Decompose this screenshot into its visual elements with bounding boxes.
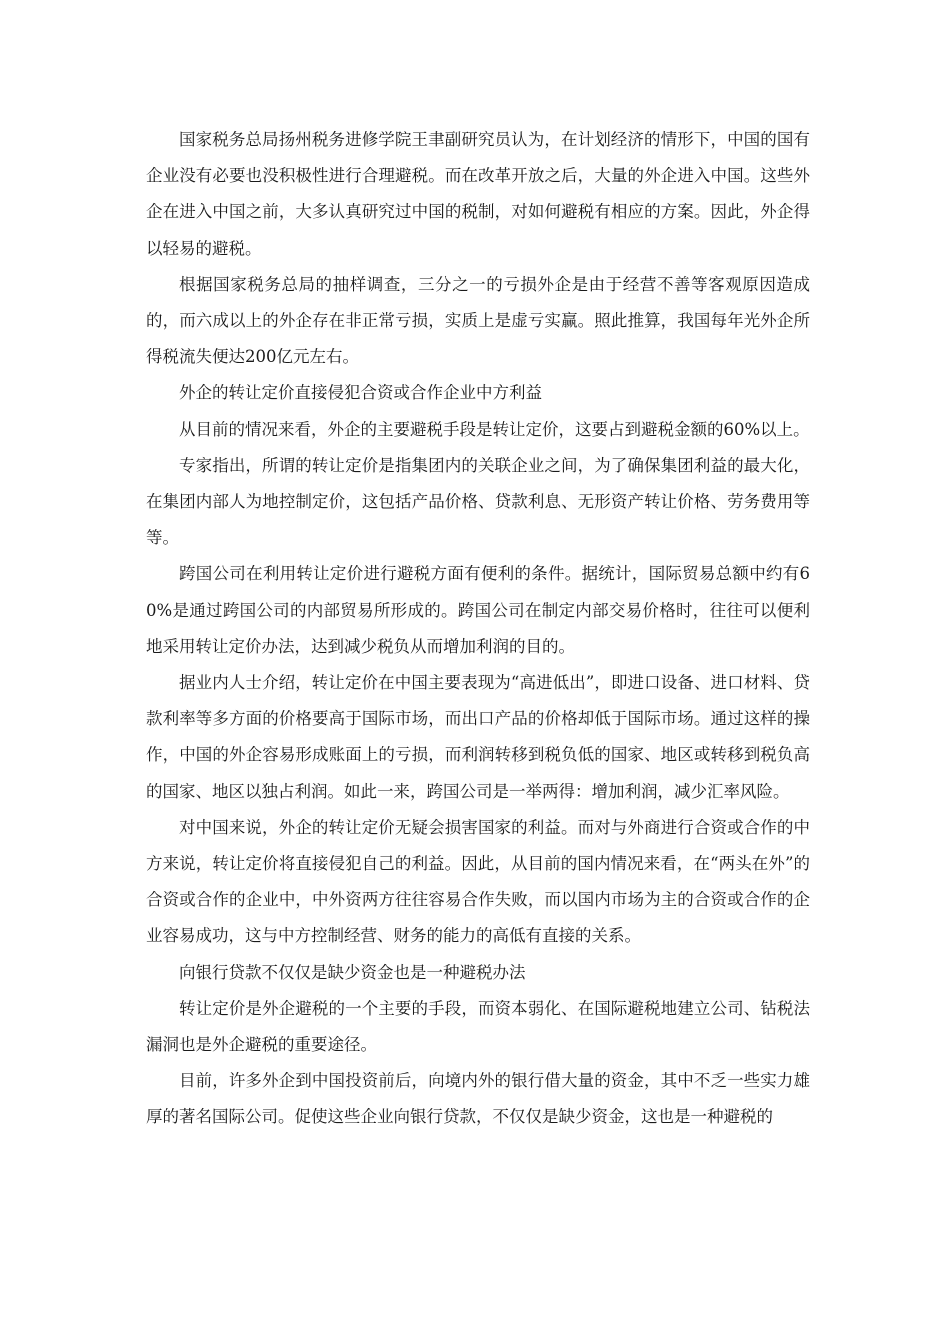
paragraph-9: 目前，许多外企到中国投资前后，向境内外的银行借大量的资金，其中不乏一些实力雄厚的著名国际公司。促使这些企业向银行贷款，不仅仅是缺少资金，这也是一种避税的 xyxy=(146,1071,810,1127)
paragraph-4: 专家指出，所谓的转让定价是指集团内的关联企业之间，为了确保集团利益的最大化，在集团内部人为地控制定价，这包括产品价格、贷款利息、无形资产转让价格、劳务费用等等。 xyxy=(146,455,810,548)
paragraph-5: 跨国公司在利用转让定价进行避税方面有便利的条件。据统计，国际贸易总额中约有60%是通过跨国公司的内部贸易所形成的。跨国公司在制定内部交易价格时，往往可以便利地采用转让定价办法，达到减少税负从而增加利润的目的。 xyxy=(146,564,810,656)
paragraph-1: 国家税务总局扬州税务进修学院王聿副研究员认为，在计划经济的情形下，中国的国有企业没有必要也没积极性进行合理避税。而在改革开放之后，大量的外企进入中国。这些外企在进入中国之前，大多认真研究过中国的税制，对如何避税有相应的方案。因此，外企得以轻易的避税。 xyxy=(146,130,810,258)
paragraph-7: 对中国来说，外企的转让定价无疑会损害国家的利益。而对与外商进行合资或合作的中方来说，转让定价将直接侵犯自己的利益。因此，从目前的国内情况来看，在“两头在外”的合资或合作的企业中，中外资两方往往容易合作失败，而以国内市场为主的合资或合作的企业容易成功，这与中方控制经营、财务的能力的高低有直接的关系。 xyxy=(146,817,810,946)
document-body xyxy=(146,122,810,1136)
section-heading-transfer-pricing: 外企的转让定价直接侵犯合资或合作企业中方利益 xyxy=(179,383,542,403)
paragraph-3: 从目前的情况来看，外企的主要避税手段是转让定价，这要占到避税金额的60%以上。 xyxy=(179,419,810,439)
paragraph-8: 转让定价是外企避税的一个主要的手段，而资本弱化、在国际避税地建立公司、钻税法漏洞也是外企避税的重要途径。 xyxy=(146,998,810,1055)
section-heading-bank-loans: 向银行贷款不仅仅是缺少资金也是一种避税办法 xyxy=(179,962,526,982)
paragraph-2: 根据国家税务总局的抽样调查，三分之一的亏损外企是由于经营不善等客观原因造成的，而六成以上的外企存在非正常亏损，实质上是虚亏实赢。照此推算，我国每年光外企所得税流失便达200亿元左右。 xyxy=(146,274,810,367)
paragraph-6: 据业内人士介绍，转让定价在中国主要表现为“高进低出”，即进口设备、进口材料、贷款利率等多方面的价格要高于国际市场，而出口产品的价格却低于国际市场。通过这样的操作，中国的外企容易形成账面上的亏损，而利润转移到税负低的国家、地区或转移到税负高的国家、地区以独占利润。如此一来，跨国公司是一举两得：增加利润，减少汇率风险。 xyxy=(146,673,810,801)
